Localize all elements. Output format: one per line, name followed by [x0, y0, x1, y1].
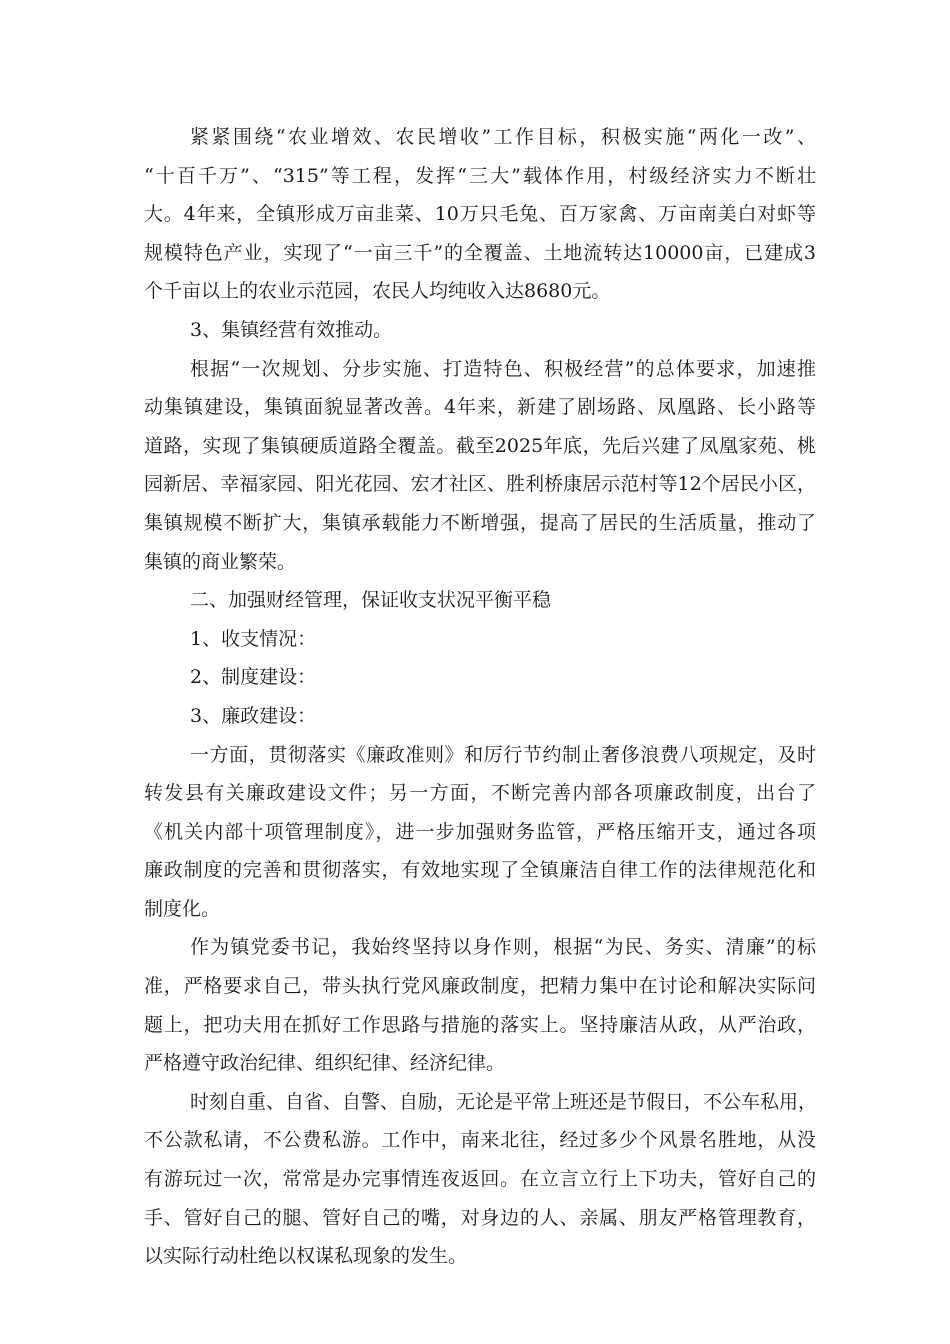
paragraph-line: 动集镇建设，集镇面貌显著改善。4年来，新建了剧场路、凤凰路、长小路等: [144, 396, 816, 419]
paragraph-line: 准，严格要求自己，带头执行党风廉政制度，把精力集中在讨论和解决实际问: [144, 975, 816, 998]
section-heading: 3、集镇经营有效推动。: [190, 318, 393, 341]
paragraph-line: 集镇的商业繁荣。: [144, 550, 297, 573]
paragraph-line: 不公款私请，不公费私游。工作中，南来北往，经过多少个风景名胜地，从没: [144, 1129, 816, 1152]
paragraph-line: 时刻自重、自省、自警、自励，无论是平常上班还是节假日，不公车私用，: [190, 1090, 818, 1113]
paragraph-line: 题上，把功夫用在抓好工作思路与措施的落实上。坚持廉洁从政，从严治政，: [144, 1013, 816, 1036]
paragraph-line: 制度化。: [144, 897, 221, 920]
paragraph-line: 以实际行动杜绝以权谋私现象的发生。: [144, 1245, 468, 1268]
paragraph-line: 严格遵守政治纪律、组织纪律、经济纪律。: [144, 1052, 506, 1075]
paragraph-line: 作为镇党委书记，我始终坚持以身作则，根据“为民、务实、清廉”的标: [190, 936, 816, 959]
paragraph-line: 转发县有关廉政建设文件；另一方面，不断完善内部各项廉政制度，出台了: [144, 782, 816, 805]
paragraph-line: 规模特色产业，实现了“一亩三千”的全覆盖、土地流转达10000亩，已建成3: [144, 241, 816, 264]
subsection-heading: 1、收支情况：: [190, 627, 317, 650]
paragraph-line: 集镇规模不断扩大，集镇承载能力不断增强，提高了居民的生活质量，推动了: [144, 511, 816, 534]
paragraph-line: 《机关内部十项管理制度》，进一步加强财务监管，严格压缩开支，通过各项: [144, 820, 816, 843]
document-body: [144, 118, 816, 1276]
paragraph-line: 一方面，贯彻落实《廉政准则》和厉行节约制止奢侈浪费八项规定，及时: [190, 743, 816, 766]
paragraph-line: 大。4年来，全镇形成万亩韭菜、10万只毛兔、百万家禽、万亩南美白对虾等: [144, 203, 816, 226]
paragraph-line: 道路，实现了集镇硬质道路全覆盖。截至2025年底，先后兴建了凤凰家苑、桃: [144, 434, 816, 457]
section-heading: 二、加强财经管理，保证收支状况平衡平稳: [190, 589, 552, 612]
paragraph-line: 个千亩以上的农业示范园，农民人均纯收入达8680元。: [144, 280, 611, 303]
paragraph-line: 紧紧围绕“农业增效、农民增收”工作目标，积极实施“两化一改”、: [190, 126, 816, 148]
paragraph-line: 有游玩过一次，常常是办完事情连夜返回。在立言立行上下功夫，管好自己的: [144, 1168, 816, 1191]
paragraph-line: “十百千万”、“315”等工程，发挥“三大”载体作用，村级经济实力不断壮: [144, 164, 816, 187]
paragraph-line: 手、管好自己的腿、管好自己的嘴，对身边的人、亲属、朋友严格管理教育，: [144, 1206, 816, 1229]
paragraph-line: 廉政制度的完善和贯彻落实，有效地实现了全镇廉洁自律工作的法律规范化和: [144, 859, 816, 882]
paragraph-line: 园新居、幸福家园、阳光花园、宏才社区、胜利桥康居示范村等12个居民小区，: [144, 473, 816, 496]
paragraph-line: 根据“一次规划、分步实施、打造特色、积极经营”的总体要求，加速推: [190, 357, 816, 380]
subsection-heading: 3、廉政建设：: [190, 704, 317, 727]
subsection-heading: 2、制度建设：: [190, 666, 317, 689]
